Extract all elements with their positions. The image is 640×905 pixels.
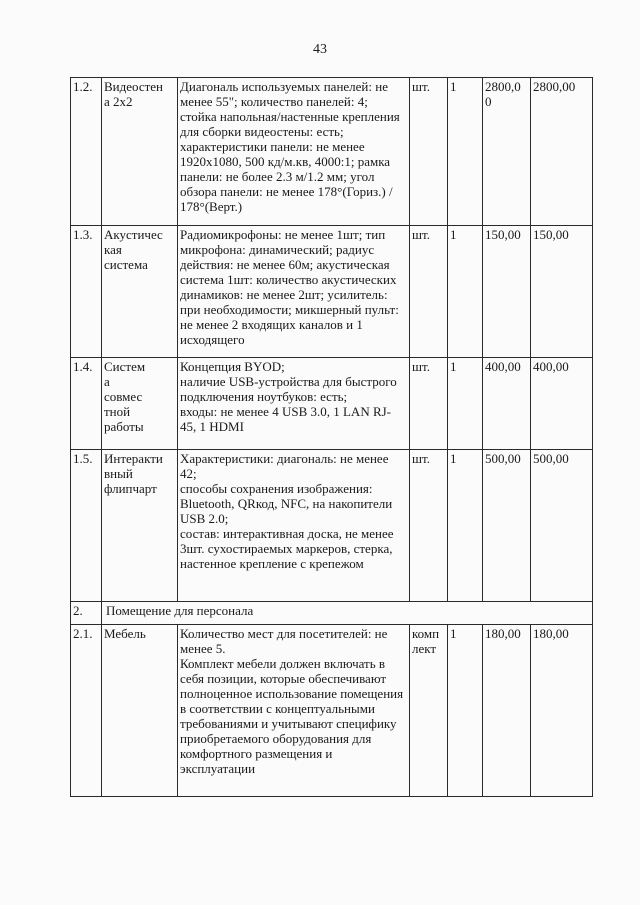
item-description: Диагональ используемых панелей: не менее 55"; количество панелей: 4; стойка напольная/настенные крепления для сборки видеостены: есть; характеристики панели: не менее 1920x1080, 500 кд/м.кв, 4000:1; рамка панели: не более 2.3 м/1.2 мм; угол обзора панели: не менее 178°(Гориз.) / 178°(Верт.) <box>178 78 410 226</box>
item-unit: шт. <box>410 450 448 602</box>
section-title: Помещение для персонала <box>102 602 593 625</box>
item-total: 400,00 <box>531 358 593 450</box>
item-name: Систем а совмес тной работы <box>102 358 178 450</box>
item-price: 2800,0 0 <box>483 78 531 226</box>
row-number: 2.1. <box>71 625 102 797</box>
item-total: 500,00 <box>531 450 593 602</box>
item-total: 2800,00 <box>531 78 593 226</box>
item-quantity: 1 <box>448 226 483 358</box>
item-price: 400,00 <box>483 358 531 450</box>
item-price: 150,00 <box>483 226 531 358</box>
item-description: Количество мест для посетителей: не менее 5. Комплект мебели должен включать в себя позиции, которые обеспечивают полноценное использование помещения в соответствии с концептуальными требованиями и учитывают специфику приобретаемого оборудования для комфортного размещения и эксплуатации <box>178 625 410 797</box>
item-total: 180,00 <box>531 625 593 797</box>
item-quantity: 1 <box>448 78 483 226</box>
item-price: 180,00 <box>483 625 531 797</box>
item-name: Интеракти вный флипчарт <box>102 450 178 602</box>
item-quantity: 1 <box>448 358 483 450</box>
row-number: 1.3. <box>71 226 102 358</box>
item-name: Акустичес кая система <box>102 226 178 358</box>
item-description: Радиомикрофоны: не менее 1шт; тип микрофона: динамический; радиус действия: не менее 60м; акустическая система 1шт: количество акустических динамиков: не менее 2шт; усилитель: при необходимости; микшерный пульт: не менее 2 входящих каналов и 1 исходящего <box>178 226 410 358</box>
item-unit: шт. <box>410 226 448 358</box>
row-number: 1.2. <box>71 78 102 226</box>
section-row <box>71 602 593 625</box>
row-number: 1.4. <box>71 358 102 450</box>
item-name: Мебель <box>102 625 178 797</box>
specification-table <box>70 77 593 797</box>
item-unit: шт. <box>410 358 448 450</box>
table-row <box>71 226 593 358</box>
table-row <box>71 625 593 797</box>
item-quantity: 1 <box>448 450 483 602</box>
page-number: 43 <box>313 42 327 57</box>
item-unit: комп лект <box>410 625 448 797</box>
item-description: Концепция BYOD; наличие USB-устройства для быстрого подключения ноутбуков: есть; входы: не менее 4 USB 3.0, 1 LAN RJ-45, 1 HDMI <box>178 358 410 450</box>
item-name: Видеостен а 2х2 <box>102 78 178 226</box>
item-price: 500,00 <box>483 450 531 602</box>
row-number: 1.5. <box>71 450 102 602</box>
item-quantity: 1 <box>448 625 483 797</box>
section-number: 2. <box>71 602 102 625</box>
table-row <box>71 358 593 450</box>
table-row <box>71 450 593 602</box>
item-unit: шт. <box>410 78 448 226</box>
table-row <box>71 78 593 226</box>
item-total: 150,00 <box>531 226 593 358</box>
item-description: Характеристики: диагональ: не менее 42; способы сохранения изображения: Bluetooth, QRкод, NFC, на накопители USB 2.0; состав: интерактивная доска, не менее 3шт. сухостираемых маркеров, стерка, настенное крепление с крепежом <box>178 450 410 602</box>
